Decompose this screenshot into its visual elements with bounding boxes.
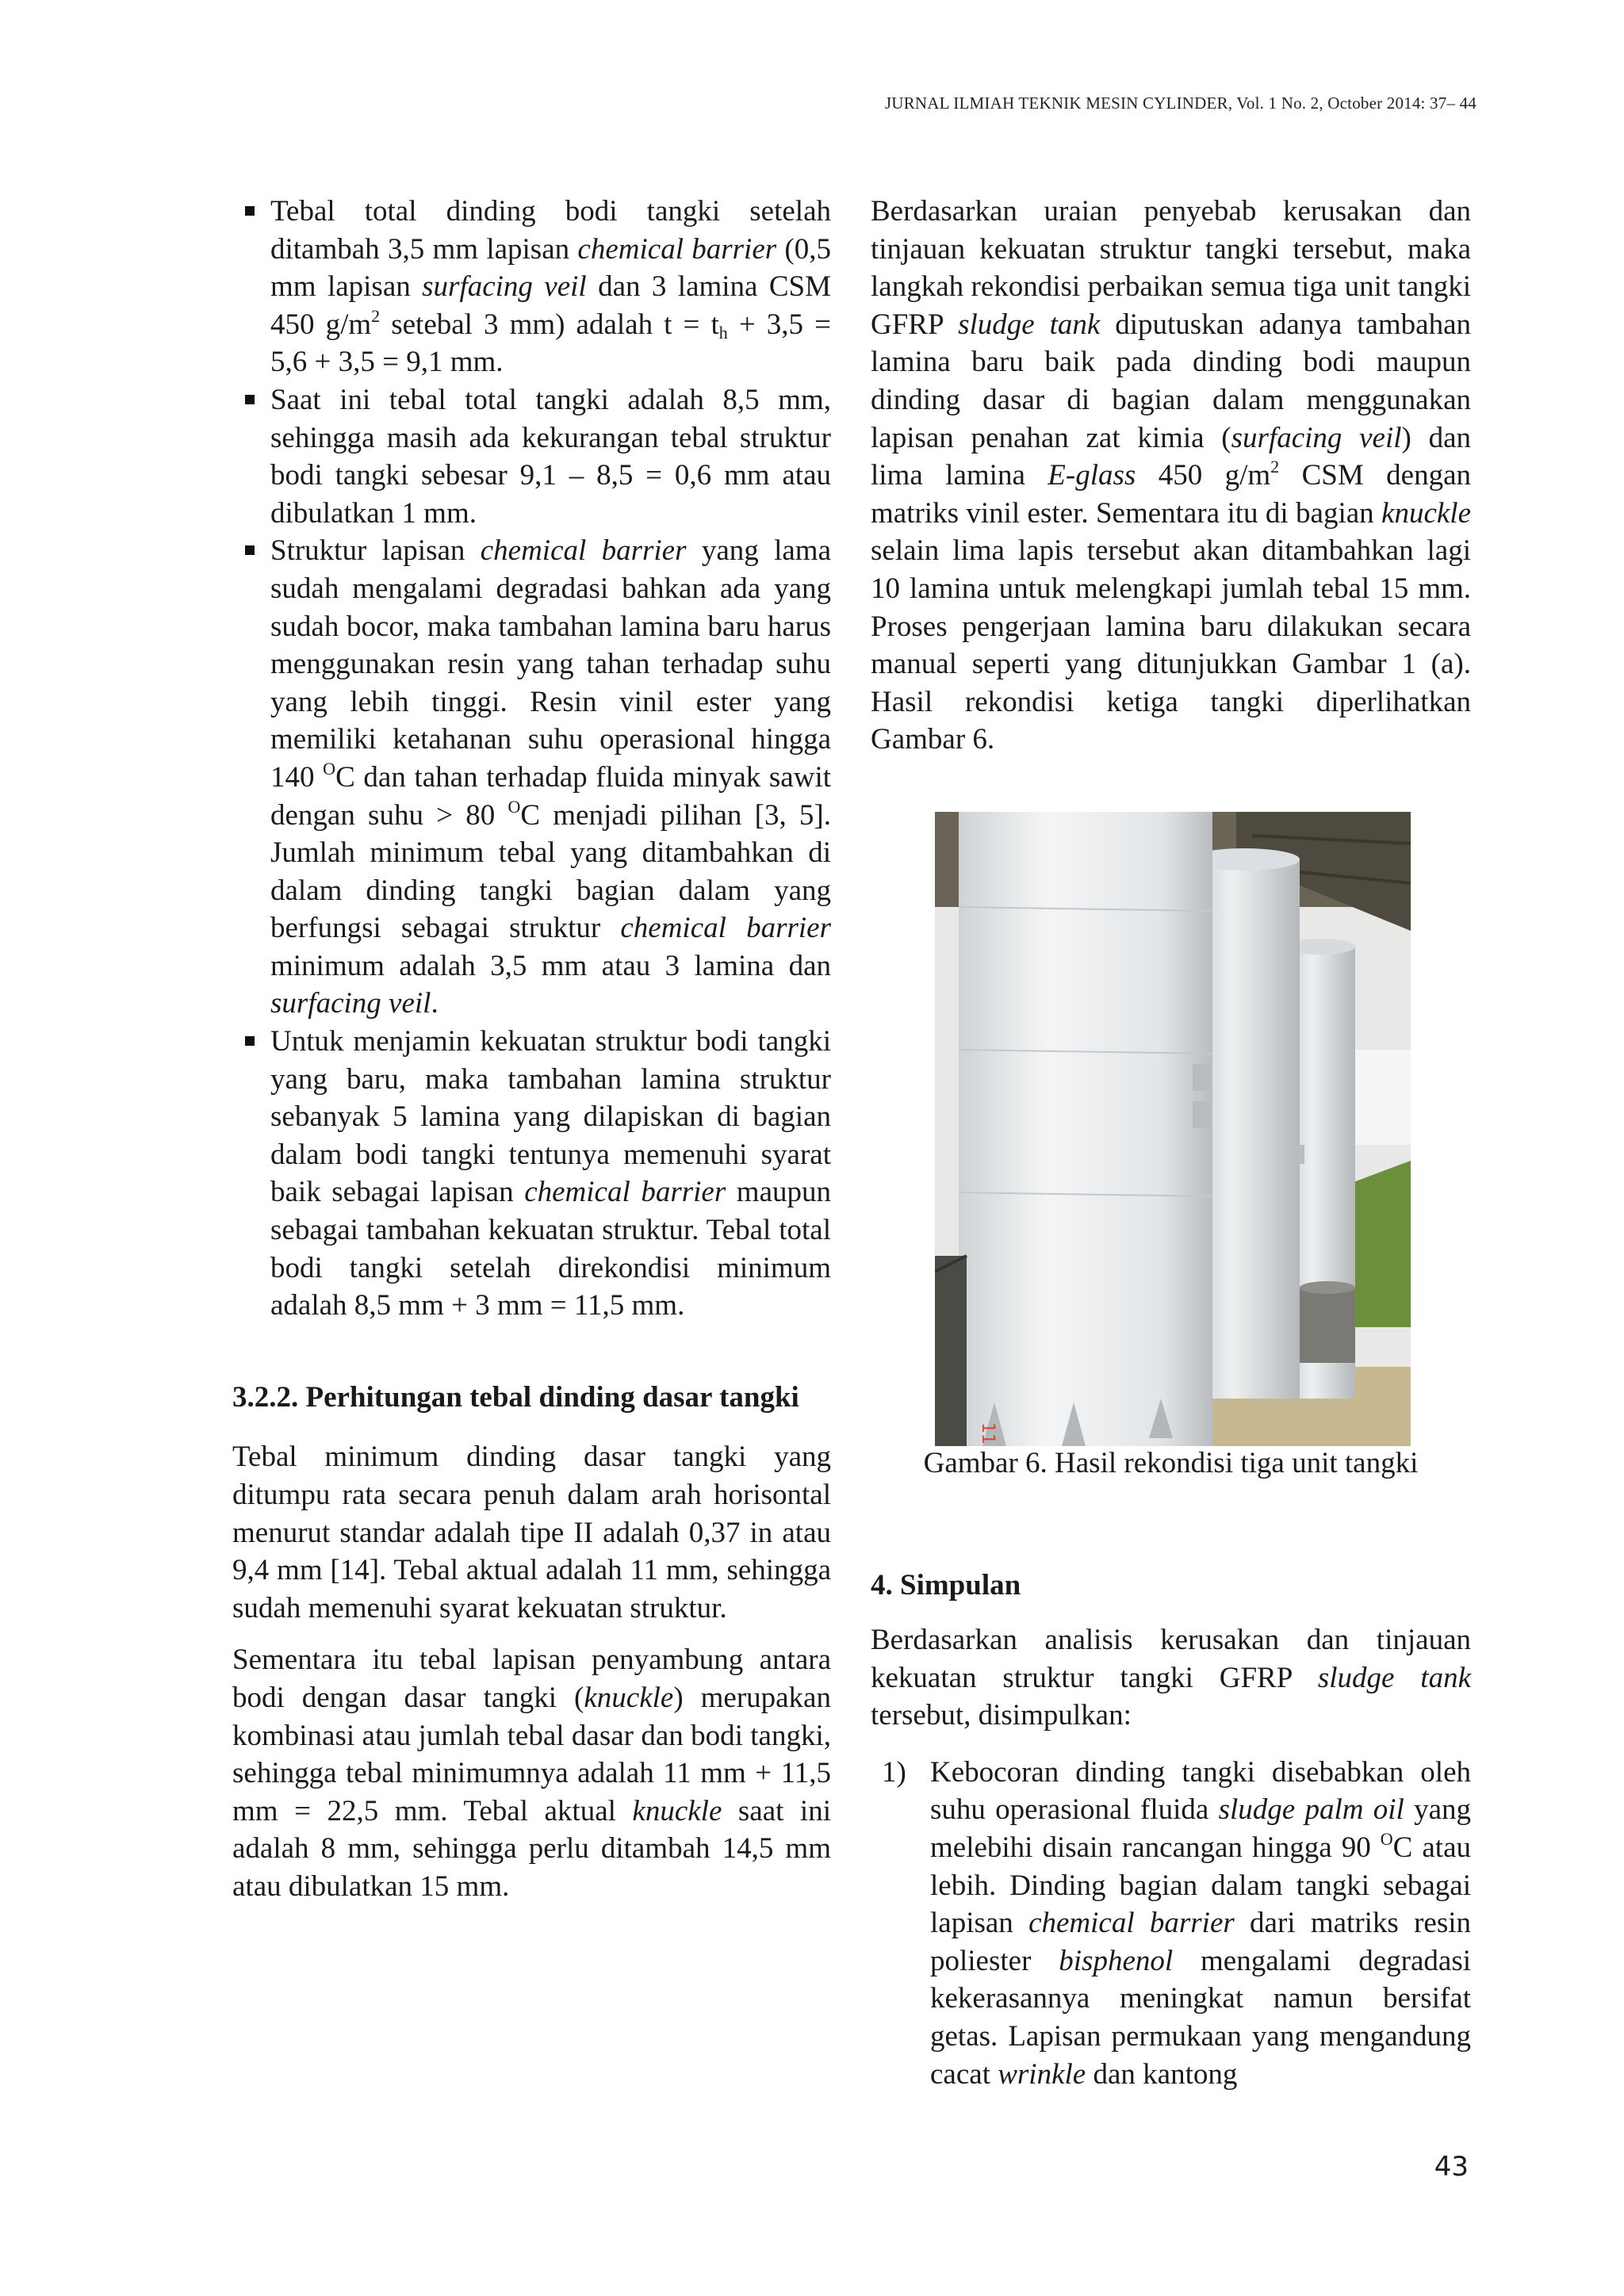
list-number: 1) [882, 1755, 906, 1789]
list-item: Saat ini tebal total tangki adalah 8,5 mm, sehingga masih ada kekurangan tebal struktur bodi tangki sebesar 9,1 – 8,5 = 0,6 mm atau dibulatkan 1 mm. [232, 381, 831, 532]
list-item: Untuk menjamin kekuatan struktur bodi tangki yang baru, maka tambahan lamina struktur sebanyak 5 lamina yang dilapiskan di bagian dalam bodi tangki tentunya memenuhi syarat baik sebagai lapisan chemical barrier maupun sebagai tambahan kekuatan struktur. Tebal total bodi tangki setelah direkondisi minimum adalah 8,5 mm + 3 mm = 11,5 mm. [232, 1023, 831, 1325]
square-bullet-icon [245, 1036, 255, 1046]
paragraph: Tebal minimum dinding dasar tangki yang ditumpu rata secara penuh dalam arah horisontal menurut standar adalah tipe II adalah 0,37 in atau 9,4 mm [14]. Tebal aktual adalah 11 mm, sehingga sudah memenuhi syarat kekuatan struktur. [232, 1441, 831, 1624]
paragraph: Sementara itu tebal lapisan penyambung antara bodi dengan dasar tangki (knuckle) merupakan kombinasi atau jumlah tebal dasar dan bodi tangki, sehingga tebal minimumnya adalah 11 mm + 11,5 mm = 22,5 mm. Tebal aktual knuckle saat ini adalah 8 mm, sehingga perlu ditambah 14,5 mm atau dibulatkan 15 mm. [232, 1644, 831, 1903]
square-bullet-icon [245, 395, 255, 404]
list-item: Tebal total dinding bodi tangki setelah ditambah 3,5 mm lapisan chemical barrier (0,5 mm lapisan surfacing veil dan 3 lamina CSM 450 $g/m^2$ setebal 3 mm) adalah $t = t_h + 3,5 = 5,6 + 3,5 = 9,1$ mm. [232, 193, 831, 381]
paragraph: Berdasarkan uraian penyebab kerusakan dan tinjauan kekuatan struktur tangki tersebut, maka langkah rekondisi perbaikan semua tiga unit tangki GFRP sludge tank diputuskan adanya tambahan lamina baru baik pada dinding bodi maupun dinding dasar di bagian dalam menggunakan lapisan penahan zat kimia (surfacing veil) dan lima lamina E-glass 450 $g/m^2$ CSM dengan matriks vinil ester. Sementara itu di bagian knuckle selain lima lapis tersebut akan ditambahkan lagi 10 lamina untuk melengkapi jumlah tebal 15 mm. Proses pengerjaan lamina baru dilakukan secara manual seperti yang ditunjukkan Gambar 1 (a). Hasil rekondisi ketiga tangki diperlihatkan Gambar 6. [871, 195, 1472, 756]
tank-photo [935, 812, 1411, 1446]
square-bullet-icon [245, 545, 255, 555]
right-column [871, 193, 1471, 759]
list-item: Struktur lapisan chemical barrier yang lama sudah mengalami degradasi bahkan ada yang sudah bocor, maka tambahan lamina baru harus menggunakan resin yang tahan terhadap suhu yang lebih tinggi. Resin vinil ester yang memiliki ketahanan suhu operasional hingga 140 $^O$C dan tahan terhadap fluida minyak sawit dengan suhu > 80 $^O$C menjadi pilihan [3, 5]. Jumlah minimum tebal yang ditambahkan di dalam dinding tangki bagian dalam yang berfungsi sebagai struktur chemical barrier minimum adalah 3,5 mm atau 3 lamina dan surfacing veil. [232, 532, 831, 1023]
section-heading: 3.2.2. Perhitungan tebal dinding dasar tangki [232, 1380, 799, 1414]
numbered-list [871, 1754, 1471, 2093]
page-number: 43 [1434, 2151, 1469, 2183]
conclusion-body [871, 1621, 1471, 2093]
journal-header: JURNAL ILMIAH TEKNIK MESIN CYLINDER, Vol. 1 No. 2, October 2014: 37– 44 [884, 94, 1477, 113]
square-bullet-icon [245, 206, 255, 216]
figure-caption: Gambar 6. Hasil rekondisi tiga unit tangki [923, 1447, 1419, 1479]
paragraph: Berdasarkan analisis kerusakan dan tinjauan kekuatan struktur tangki GFRP sludge tank tersebut, disimpulkan: [871, 1624, 1471, 1732]
section-heading: 4. Simpulan [871, 1569, 1021, 1601]
photo-date-stamp [978, 1422, 998, 1446]
list-item: 1) Kebocoran dinding tangki disebabkan oleh suhu operasional fluida sludge palm oil yang melebihi disain rancangan hingga 90 $^O$C atau lebih. Dinding bagian dalam tangki sebagai lapisan chemical barrier dari matriks resin poliester bisphenol mengalami degradasi kekerasannya meningkat namun bersifat getas. Lapisan permukaan yang mengandung cacat wrinkle dan kantong [871, 1754, 1471, 2093]
left-column [232, 193, 831, 1906]
bullet-list [232, 193, 831, 1325]
